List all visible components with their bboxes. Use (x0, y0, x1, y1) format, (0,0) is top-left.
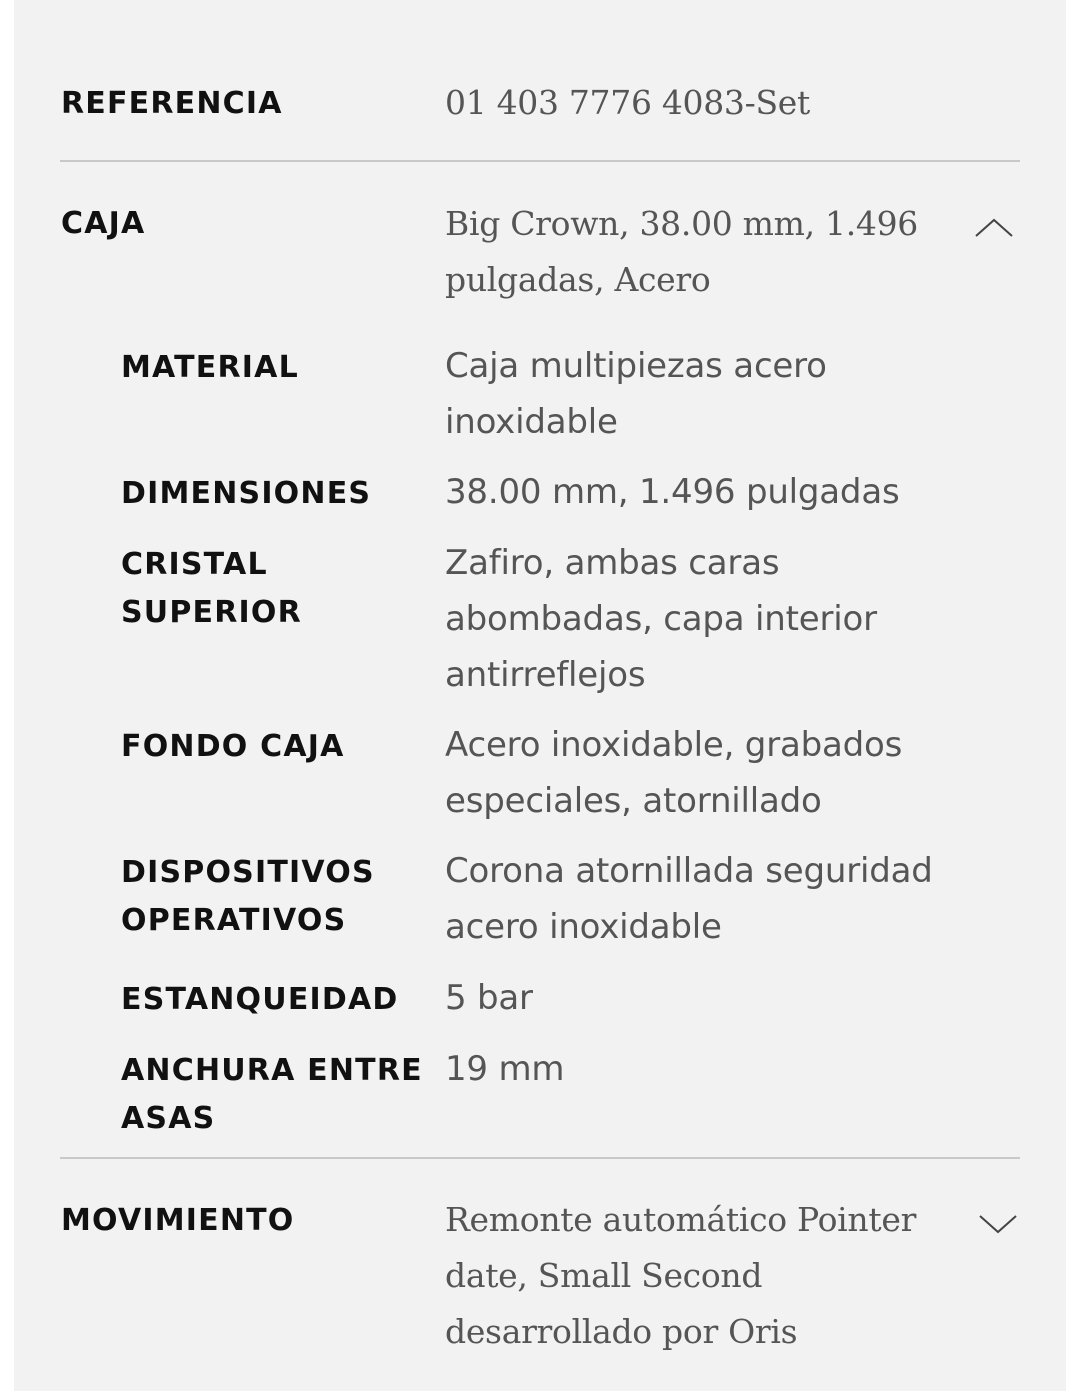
chevron-down-icon[interactable] (978, 1212, 1018, 1236)
detail-value-dimensiones: 38.00 mm, 1.496 pulgadas (445, 472, 900, 512)
detail-label-material: MATERIAL (121, 350, 299, 385)
detail-label-dispositivos-operativos: DISPOSITIVOS OPERATIVOS (121, 855, 375, 938)
detail-value-cristal-superior: Zafiro, ambas caras abombadas, capa interior antirreflejos (445, 543, 877, 695)
detail-label-anchura-entre-asas: ANCHURA ENTRE ASAS (121, 1053, 423, 1136)
detail-label-dimensiones: DIMENSIONES (121, 476, 372, 511)
detail-label-estanqueidad: ESTANQUEIDAD (121, 982, 399, 1017)
detail-value-estanqueidad: 5 bar (445, 978, 533, 1018)
detail-value-material: Caja multipiezas acero inoxidable (445, 346, 827, 442)
chevron-up-icon[interactable] (974, 216, 1014, 240)
caja-value: Big Crown, 38.00 mm, 1.496 pulgadas, Acero (445, 204, 918, 299)
referencia-value: 01 403 7776 4083-Set (445, 83, 810, 122)
movimiento-value: Remonte automático Pointer date, Small Second desarrollado por Oris (445, 1200, 917, 1351)
divider (60, 160, 1020, 162)
movimiento-label: MOVIMIENTO (61, 1203, 295, 1238)
caja-label: CAJA (61, 206, 146, 241)
referencia-label: REFERENCIA (61, 86, 283, 121)
divider (60, 1157, 1020, 1159)
detail-value-dispositivos-operativos: Corona atornillada seguridad acero inoxidable (445, 851, 933, 947)
detail-label-fondo-caja: FONDO CAJA (121, 729, 345, 764)
detail-value-fondo-caja: Acero inoxidable, grabados especiales, atornillado (445, 725, 903, 821)
detail-value-anchura-entre-asas: 19 mm (445, 1049, 565, 1089)
detail-label-cristal-superior: CRISTAL SUPERIOR (121, 547, 302, 630)
